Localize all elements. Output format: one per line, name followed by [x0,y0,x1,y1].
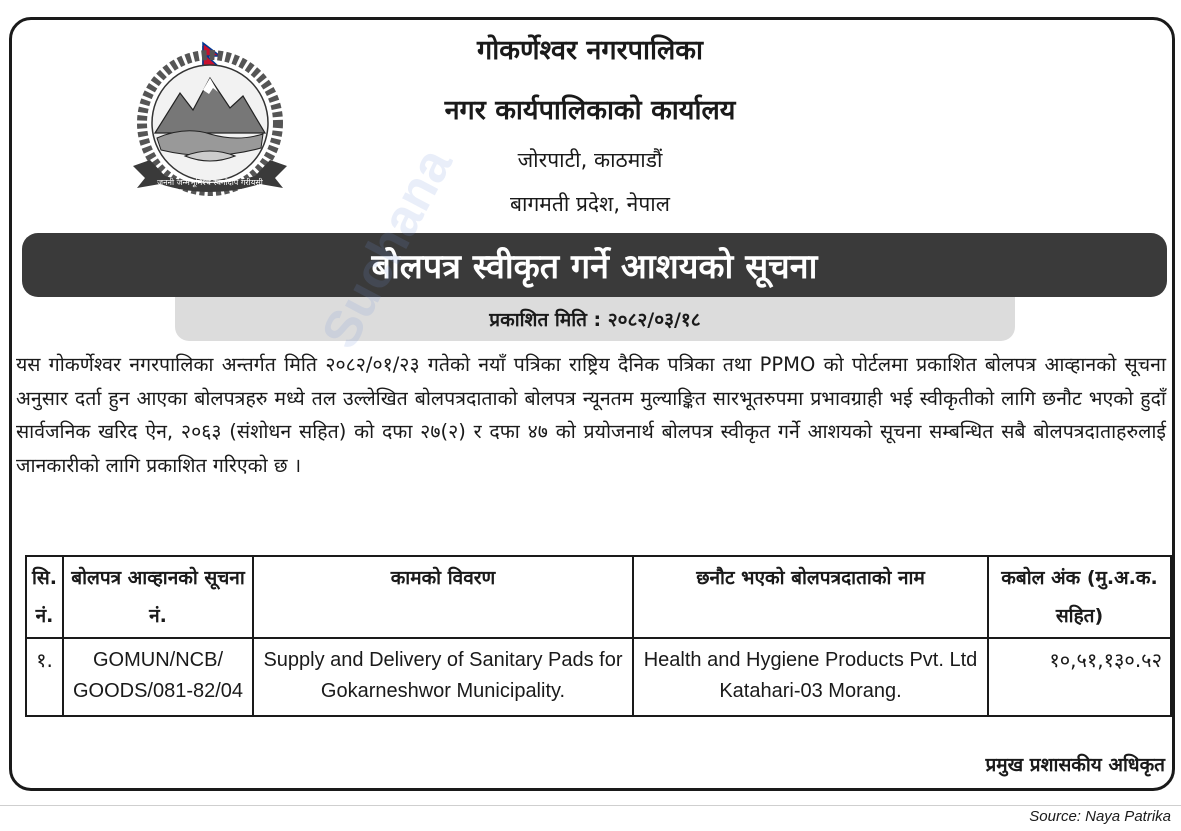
table-header-row [26,556,1171,638]
col-description-header: कामको विवरण [253,556,633,638]
row-amount: १०,५१,१३०.५२ [988,638,1171,716]
row-notice-no: GOMUN/NCB/ GOODS/081-82/04 [63,638,253,716]
col-sn-header: सि. नं. [26,556,63,638]
province-country: बागमती प्रदेश, नेपाल [510,192,670,216]
emblem-motto: जननी जन्मभूमिश्च स्वर्गादपि गरीयसी [157,178,263,187]
municipality-name: गोकर्णेश्वर नगरपालिका [477,35,703,66]
office-name: नगर कार्यपालिकाको कार्यालय [444,95,736,126]
office-address: जोरपाटी, काठमाडौं [517,148,663,172]
footer-divider [0,805,1181,806]
col-bidder-header: छनौट भएको बोलपत्रदाताको नाम [633,556,988,638]
notice-body: यस गोकर्णेश्वर नगरपालिका अन्तर्गत मिति २०८२/०१/२३ गतेको नयाँ पत्रिका राष्ट्रिय दैनिक पत्रिका तथा PPMO को पोर्टलमा प्रकाशित बोलपत्र आव्हानको सूचना अनुसार दर्ता हुन आएका बोलपत्रहरु मध्ये तल उल्लेखित बोलपत्रदाताको बोलपत्र न्यूनतम मुल्याङ्कित सारभूतरुपमा प्रभावग्राही भई स्वीकृतीको लागि छनौट भएको हुदाँ सार्वजनिक खरिद ऐन, २०६३ (संशोधन सहित) को दफा २७(२) र दफा ४७ को प्रयोजनार्थ बोलपत्र स्वीकृत गर्ने आशयको सूचना सम्बन्धित सबै बोलपत्रदाताहरुलाई जानकारीको लागि प्रकाशित गरिएको छ । [16,353,1166,477]
row-sn: १. [26,638,63,716]
table-row [26,638,1171,716]
col-amount-header: कबोल अंक (मु.अ.क. सहित) [988,556,1171,638]
row-bidder: Health and Hygiene Products Pvt. Ltd Katahari-03 Morang. [633,638,988,716]
nepal-emblem-logo [125,38,295,198]
published-date: प्रकाशित मिति : २०८२/०३/१८ [175,297,1015,341]
notice-title-banner: बोलपत्र स्वीकृत गर्ने आशयको सूचना [22,233,1167,297]
row-description: Supply and Delivery of Sanitary Pads for Gokarneshwor Municipality. [253,638,633,716]
col-notice-no-header: बोलपत्र आव्हानको सूचना नं. [63,556,253,638]
award-table [25,555,1172,717]
signatory-title: प्रमुख प्रशासकीय अधिकृत [985,754,1165,776]
source-credit: Source: Naya Patrika [1029,808,1171,825]
